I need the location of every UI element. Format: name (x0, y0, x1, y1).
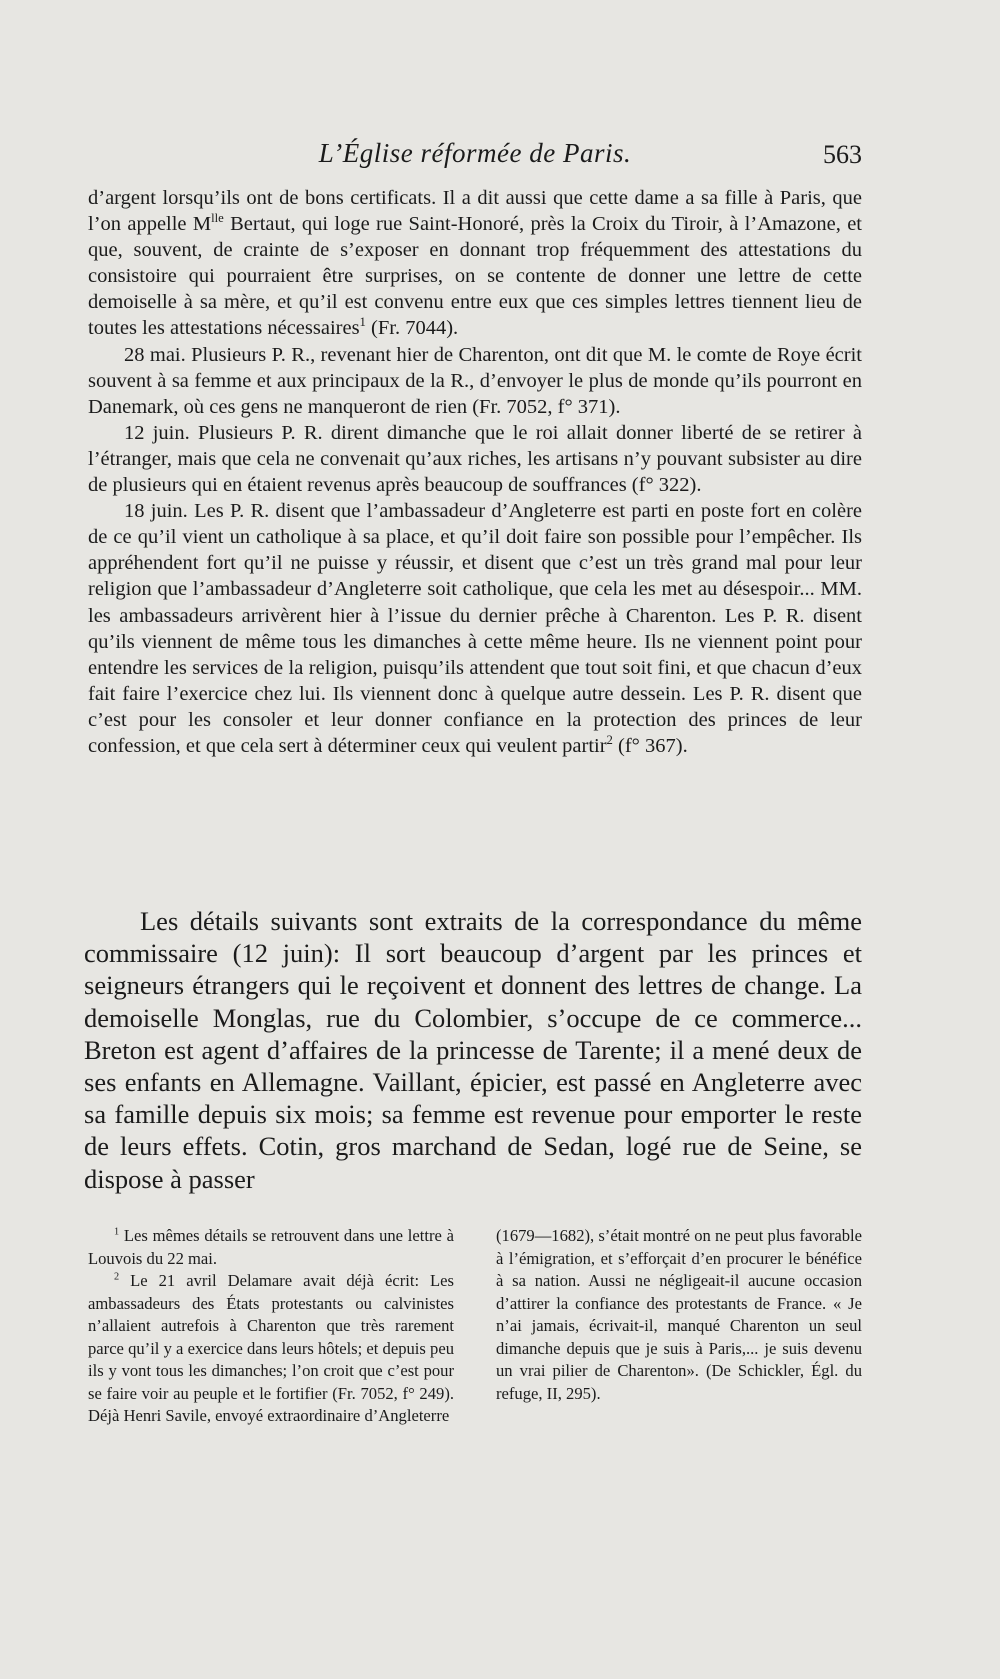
footnote-text: Le 21 avril Delamare avait déjà écrit: Les ambassadeurs des États protestants ou calvinistes n’allaient autrefois à Charenton que très rarement parce qu’il y a exercice dans leurs hôtels; et depuis peu ils y vont tous les dimanches; l’on croit que c’est pour se faire voir au peuple et le fortifier (Fr. 7052, f° 249). Déjà Henri Savile, envoyé extraordinaire d’Angleterre (88, 1271, 454, 1425)
paragraph-text: (f° 367). (612, 734, 688, 757)
footnote-mark: 1 (114, 1226, 120, 1238)
footnotes (88, 1225, 862, 1428)
paragraph-text: Bertaut, qui loge rue Saint-Honoré, près la Croix du Tiroir, à l’Amazone, et que, souvent, de crainte de s’exposer en donnant trop fréquemment des attestations du consistoire qui pourraient être surprises, on se contente de donner une lettre de cette demoiselle à sa mère, et qu’il est convenu entre eux que ces simples lettres tiennent lieu de toutes les attestations nécessaires (88, 213, 862, 340)
paragraph-28-mai: 28 mai. Plusieurs P. R., revenant hier de Charenton, ont dit que M. le comte de Roye écrit souvent à sa femme et aux principaux de la R., d’envoyer le plus de monde qu’ils pourront en Danemark, où ces gens ne manqueront de rien (Fr. 7052, f° 371). (88, 343, 862, 418)
running-head (88, 138, 862, 174)
paragraph-text: (Fr. 7044). (365, 317, 459, 340)
paragraph-text: d’argent lorsqu’ils ont de bons certificats. Il a dit aussi que cette dame a sa fille à Paris, que l’on appelle M (88, 187, 862, 236)
main-text (84, 905, 862, 1195)
footnote-text: Les mêmes détails se retrouvent dans une lettre à Louvois du 22 mai. (88, 1226, 454, 1268)
paragraph-attestations (88, 185, 862, 342)
running-title: L’Église réformée de Paris. (318, 138, 632, 168)
superscript-lle: lle (211, 211, 224, 226)
footnote-2 (88, 1270, 454, 1428)
footnote-1 (88, 1225, 454, 1270)
body-text (88, 185, 862, 759)
footnotes-left-column (88, 1225, 454, 1428)
footnote-mark: 2 (114, 1271, 120, 1283)
paragraph-18-juin (88, 498, 862, 759)
paragraph-text: 18 juin. Les P. R. disent que l’ambassadeur d’Angleterre est parti en poste fort en colère de ce qu’il vient un catholique à sa place, et qu’il doit faire son possible pour l’empêcher. Ils appréhendent fort qu’il ne puisse y réussir, et disent que c’est un très grand mal pour leur religion que l’ambassadeur d’Angleterre soit catholique, que cela les met au désespoir... MM. les ambassadeurs arrivèrent hier à l’issue du dernier prêche à Charenton. Les P. R. disent qu’ils viennent de même tous les dimanches à cette même heure. Ils ne viennent point pour entendre les services de la religion, puisqu’ils attendent que tout soit fini, et que chacun d’eux fait faire l’exercice chez lui. Ils viennent donc à quelque autre dessein. Les P. R. disent que c’est pour les consoler et leur donner confiance en la protection des princes de leur confession, et que cela sert à déterminer ceux qui veulent partir (88, 500, 862, 757)
main-paragraph: Les détails suivants sont extraits de la correspondance du même commissaire (12 juin): Il sort beaucoup d’argent par les princes et seigneurs étrangers qui le reçoivent et donnent des lettres de change. La demoiselle Monglas, rue du Colombier, s’occupe de ce commerce... Breton est agent d’affaires de la princesse de Tarente; il a mené deux de ses enfants en Allemagne. Vaillant, épicier, est passé en Angleterre avec sa famille depuis six mois; sa femme est revenue pour emporter le reste de leurs effets. Cotin, gros marchand de Sedan, logé rue de Seine, se dispose à passer (84, 906, 862, 1194)
footnote-ref-2: 2 (606, 733, 613, 748)
page-number: 563 (823, 140, 862, 169)
footnote-ref-1: 1 (359, 315, 366, 330)
footnotes-right-column (496, 1225, 862, 1428)
paragraph-12-juin: 12 juin. Plusieurs P. R. dirent dimanche que le roi allait donner liberté de se retirer à l’étranger, mais que cela ne convenait qu’aux riches, les artisans n’y pouvant subsister au dire de plusieurs qui en étaient revenus après beaucoup de souffrances (f° 322). (88, 421, 862, 497)
footnote-2-continued: (1679—1682), s’était montré on ne peut plus favorable à l’émigration, et s’efforçait d’en procurer le bénéfice à sa nation. Aussi ne négligeait-il aucune occasion d’attirer la confiance des protestants de France. « Je n’ai jamais, écrivait-il, manqué Charenton un seul dimanche depuis que je suis à Paris,... je suis devenu un vrai pilier de Charenton». (De Schickler, Égl. du refuge, II, 295). (496, 1226, 862, 1403)
